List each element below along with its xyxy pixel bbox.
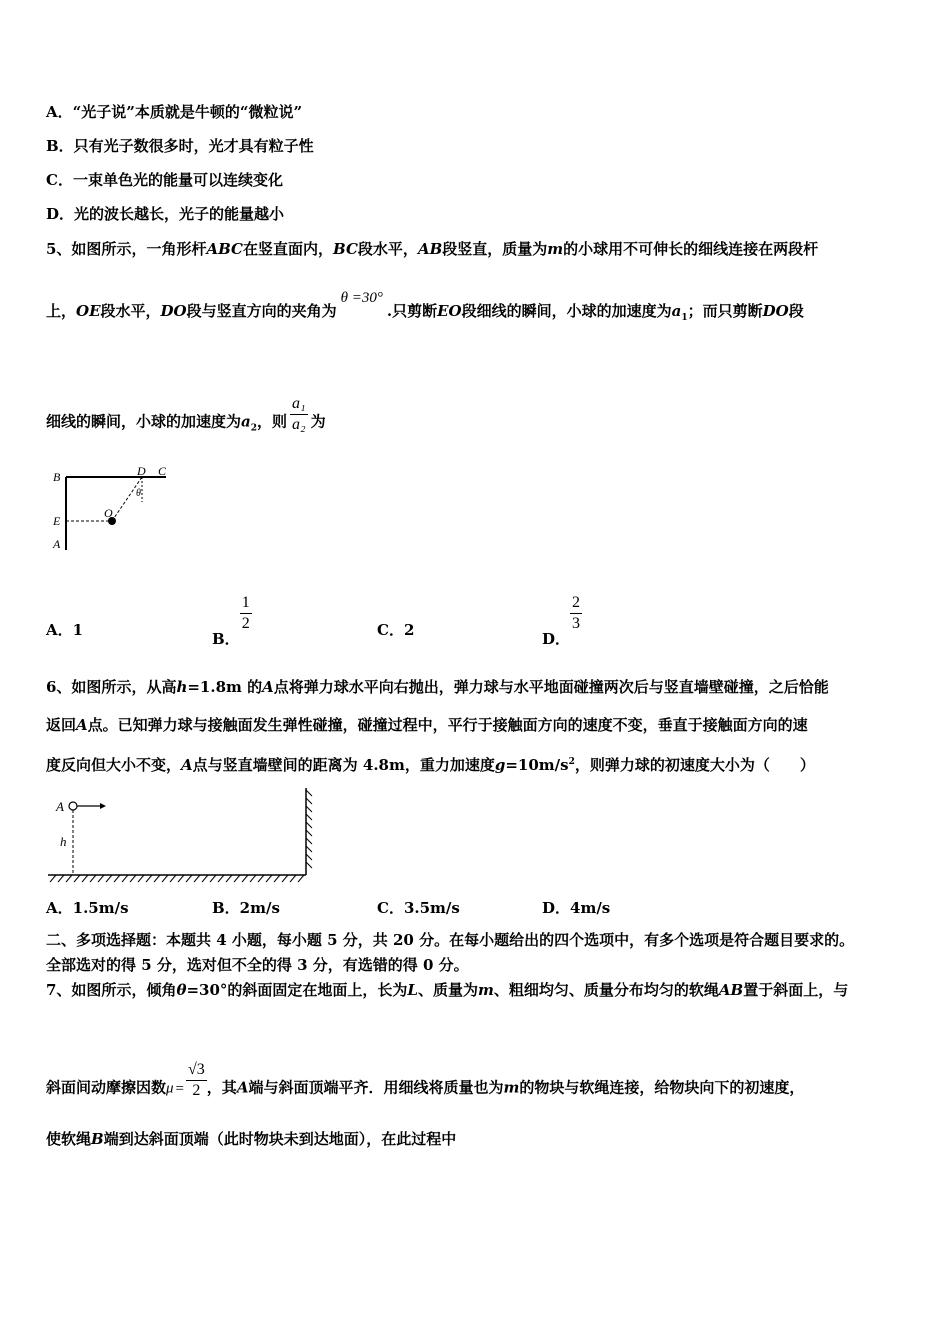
section2-scoring: 全部选对的得 5 分，选对但不全的得 3 分，有选错的得 0 分。 [46, 956, 469, 974]
mu-symbol: μ [166, 1080, 174, 1097]
q5-figure [44, 462, 184, 554]
q4-option-c: C．一束单色光的能量可以连续变化 [46, 171, 283, 189]
q5-option-d: D． $\frac{2}{3}$ [542, 594, 581, 648]
q6-option-a: A．1.5m/s [46, 899, 129, 917]
label-o: O [104, 506, 113, 520]
q5-line-3: 细线的瞬间，小球的加速度为$a_2$，则 $\frac{\text{a₁}}{\text{a₂}}$ 为 [46, 395, 326, 434]
q5-option-a: A．1 [46, 621, 84, 639]
label-a: A [53, 537, 61, 551]
q7-line-2: 斜面间动摩擦因数μ = $\frac{√3}{2}$ ，其A端与斜面顶端平齐．用细线将质量也为m的物块与软绳连接，给物块向下的初速度， [46, 1061, 805, 1099]
theta-equation: θ =30° [340, 290, 383, 306]
ball-icon [69, 802, 77, 810]
q6-line-1: 6、如图所示，从高h=1.8m 的A点将弹力球水平向右抛出，弹力球与水平地面碰撞两次后与竖直墙壁碰撞，之后恰能 [46, 678, 829, 696]
q5-line-1: 5、如图所示，一角形杆ABC在竖直面内，BC段水平，AB段竖直，质量为m的小球用不可伸长的细线连接在两段杆 [46, 240, 819, 258]
q5-line-2: 上，OE段水平，DO段与竖直方向的夹角为θ =30°.只剪断EO段细线的瞬间，小球的加速度为$a_1$；而只剪断DO段 [46, 290, 804, 323]
label-b: B [53, 470, 61, 484]
q6-figure [44, 786, 316, 886]
ratio-fraction: $\frac{\text{a₁}}{\text{a₂}}$ [292, 395, 306, 433]
q6-option-c: C．3.5m/s [377, 899, 460, 917]
q5-option-c: C．2 [377, 621, 415, 639]
label-c: C [158, 464, 167, 478]
q6-line-3: 度反向但大小不变，A点与竖直墙壁间的距离为 4.8m，重力加速度$g=10m/s^2$，则弹力球的初速度大小为（ ） [46, 756, 815, 774]
q4-option-a: A．“光子说”本质就是牛顿的“微粒说” [46, 103, 303, 121]
q4-option-b: B．只有光子数很多时，光才具有粒子性 [46, 137, 314, 155]
q7-line-1: 7、如图所示，倾角θ=30°的斜面固定在地面上，长为L、质量为m、粗细均匀、质量分布均匀的软绳AB置于斜面上，与 [46, 981, 849, 999]
q4-option-d: D．光的波长越长，光子的能量越小 [46, 205, 285, 223]
mu-fraction: $\frac{√3}{2}$ [188, 1061, 205, 1099]
label-theta: θ [136, 488, 141, 499]
label-d: D [137, 464, 146, 478]
label-h: h [60, 834, 67, 849]
label-a: A [56, 799, 64, 814]
section2-heading: 二、多项选择题：本题共 4 小题，每小题 5 分，共 20 分。在每小题给出的四个选项中，有多个选项是符合题目要求的。 [46, 931, 855, 949]
q6-line-2: 返回A点。已知弹力球与接触面发生弹性碰撞，碰撞过程中，平行于接触面方向的速度不变，垂直于接触面方向的速 [46, 716, 808, 734]
q6-option-b: B．2m/s [212, 899, 280, 917]
arrow-right-icon [100, 803, 106, 809]
label-e: E [53, 514, 61, 528]
q7-line-3: 使软绳B端到达斜面顶端（此时物块未到达地面），在此过程中 [46, 1130, 457, 1148]
q6-option-d: D．4m/s [542, 899, 611, 917]
q5-option-b: B． $\frac{1}{2}$ [212, 594, 250, 648]
